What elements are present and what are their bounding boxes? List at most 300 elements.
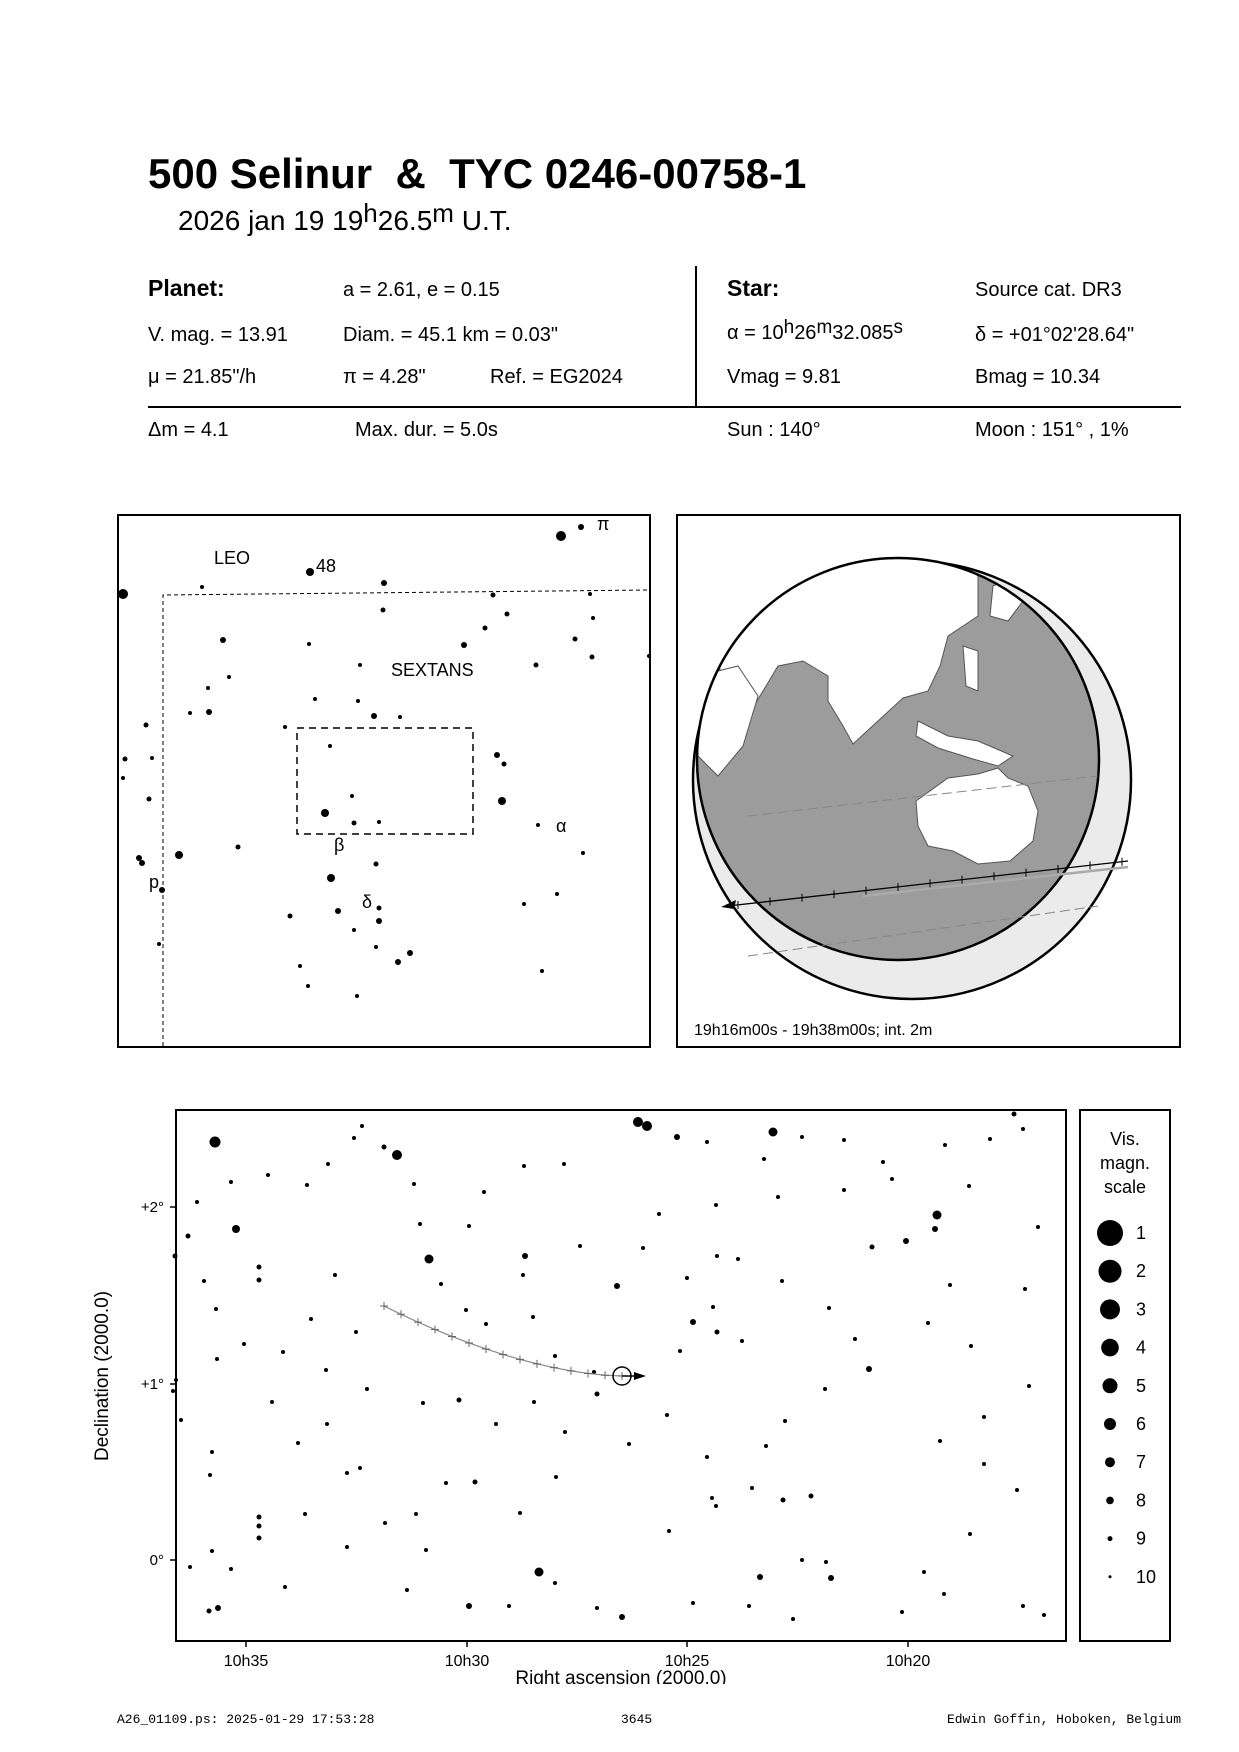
detail-star bbox=[210, 1137, 221, 1148]
finder-star bbox=[206, 686, 210, 690]
detail-star bbox=[714, 1203, 718, 1207]
scale-value: 6 bbox=[1136, 1414, 1147, 1434]
detail-star bbox=[179, 1418, 183, 1422]
finder-star bbox=[540, 969, 544, 973]
detail-star bbox=[614, 1283, 620, 1289]
planet-motion: μ = 21.85"/h bbox=[148, 366, 257, 388]
detail-star bbox=[922, 1570, 926, 1574]
detail-star bbox=[842, 1188, 846, 1192]
scale-value: 7 bbox=[1136, 1452, 1147, 1473]
finder-chart-canvas bbox=[119, 516, 649, 1046]
globe-panel bbox=[676, 514, 1181, 1048]
detail-star bbox=[943, 1143, 947, 1147]
detail-star bbox=[633, 1117, 643, 1127]
detail-star bbox=[303, 1512, 307, 1516]
detail-star bbox=[762, 1157, 766, 1161]
detail-star bbox=[641, 1246, 645, 1250]
finder-star bbox=[306, 568, 314, 576]
star-right-ascension: $\alpha = 10^h26^m32.085^s$ bbox=[727, 317, 903, 344]
detail-star bbox=[257, 1515, 262, 1520]
detail-stars bbox=[171, 1112, 1046, 1622]
detail-star bbox=[881, 1160, 885, 1164]
event-hour: 19 bbox=[332, 205, 364, 236]
detail-star bbox=[345, 1471, 349, 1475]
detail-star bbox=[842, 1138, 846, 1142]
scale-dot bbox=[1106, 1497, 1114, 1505]
finder-star bbox=[377, 820, 381, 824]
finder-star bbox=[374, 862, 379, 867]
detail-star bbox=[531, 1315, 535, 1319]
detail-star bbox=[210, 1450, 214, 1454]
detail-star bbox=[595, 1606, 599, 1610]
finder-star bbox=[588, 592, 592, 596]
y-axis-label: Declination (2000.0) bbox=[92, 1290, 113, 1462]
finder-star bbox=[307, 642, 311, 646]
label-pi: π bbox=[597, 516, 610, 534]
detail-star bbox=[715, 1330, 720, 1335]
finder-star bbox=[119, 589, 128, 599]
event-minute: 26.5 bbox=[377, 205, 433, 236]
detail-star bbox=[710, 1496, 714, 1500]
finder-star bbox=[150, 756, 154, 760]
detail-star bbox=[750, 1486, 754, 1490]
finder-star bbox=[573, 637, 578, 642]
detail-star bbox=[507, 1604, 511, 1608]
detail-star bbox=[467, 1224, 471, 1228]
y-tick-label: 0° bbox=[149, 1552, 164, 1569]
finder-star bbox=[483, 626, 488, 631]
detail-star bbox=[324, 1368, 328, 1372]
finder-chart bbox=[117, 514, 651, 1048]
detail-star bbox=[229, 1180, 233, 1184]
detail-star bbox=[382, 1145, 387, 1150]
scale-dot bbox=[1101, 1339, 1119, 1357]
track-time-tick bbox=[499, 1350, 507, 1358]
finder-star bbox=[328, 744, 332, 748]
detail-star bbox=[705, 1455, 709, 1459]
scale-value: 2 bbox=[1136, 1261, 1147, 1282]
detail-star bbox=[903, 1238, 909, 1244]
detail-star bbox=[1021, 1604, 1025, 1608]
constellation-boundary bbox=[163, 590, 649, 1046]
y-tick-label: +1° bbox=[140, 1376, 164, 1393]
y-tick-label: +2° bbox=[140, 1199, 164, 1216]
scale-value: 4 bbox=[1136, 1337, 1147, 1358]
finder-star bbox=[491, 593, 496, 598]
detail-star bbox=[466, 1603, 472, 1609]
detail-star bbox=[1036, 1225, 1040, 1229]
finder-star bbox=[381, 608, 386, 613]
detail-star bbox=[418, 1222, 422, 1226]
detail-star bbox=[968, 1532, 972, 1536]
planet-vmag: V. mag. = 13.91 bbox=[148, 324, 288, 346]
detail-star bbox=[257, 1278, 262, 1283]
detail-star bbox=[562, 1162, 566, 1166]
finder-star bbox=[121, 776, 125, 780]
star-declination: δ = +01°02'28.64" bbox=[975, 324, 1135, 346]
star-bmag: Bmag = 10.34 bbox=[975, 366, 1101, 388]
detail-star bbox=[383, 1521, 387, 1525]
finder-star bbox=[350, 794, 354, 798]
finder-star bbox=[374, 945, 378, 949]
finder-star bbox=[227, 675, 231, 679]
detail-star bbox=[982, 1462, 986, 1466]
detail-star bbox=[439, 1282, 443, 1286]
star-heading: Star: bbox=[727, 275, 780, 301]
detail-star bbox=[800, 1135, 804, 1139]
planet-orbit: a = 2.61, e = 0.15 bbox=[343, 279, 500, 301]
x-tick-label: 10h20 bbox=[885, 1653, 931, 1670]
footer-page: 3645 bbox=[621, 1712, 653, 1727]
track-time-tick bbox=[601, 1371, 609, 1379]
finder-star bbox=[335, 908, 341, 914]
finder-star bbox=[505, 612, 510, 617]
detail-star bbox=[791, 1617, 795, 1621]
detail-star bbox=[325, 1422, 329, 1426]
magnitude-drop: Δm = 4.1 bbox=[148, 419, 229, 441]
scale-value: 3 bbox=[1136, 1299, 1147, 1320]
asteroid-track bbox=[380, 1302, 636, 1380]
detail-star bbox=[522, 1253, 528, 1259]
detail-star bbox=[1042, 1613, 1046, 1617]
detail-star bbox=[715, 1254, 719, 1258]
track-time-tick bbox=[397, 1310, 405, 1318]
detail-star bbox=[473, 1480, 478, 1485]
detail-star bbox=[405, 1588, 409, 1592]
finder-star bbox=[494, 752, 500, 758]
detail-star bbox=[532, 1400, 536, 1404]
planet-reference: Ref. = EG2024 bbox=[490, 366, 623, 388]
finder-star bbox=[123, 757, 128, 762]
detail-star bbox=[711, 1305, 715, 1309]
detail-star bbox=[281, 1350, 285, 1354]
finder-star bbox=[555, 892, 559, 896]
detail-star bbox=[186, 1234, 191, 1239]
track-time-tick bbox=[584, 1369, 592, 1377]
finder-star bbox=[144, 723, 149, 728]
detail-star bbox=[776, 1195, 780, 1199]
finder-star bbox=[352, 821, 357, 826]
label-delta: δ bbox=[362, 892, 373, 912]
detail-star bbox=[215, 1605, 221, 1611]
x-tick-label: 10h25 bbox=[664, 1653, 710, 1670]
scale-dot bbox=[1108, 1536, 1113, 1541]
finder-star bbox=[355, 994, 359, 998]
detail-star bbox=[270, 1400, 274, 1404]
scale-title-line: Vis. bbox=[1110, 1129, 1140, 1149]
page-title: 500 Selinur & TYC 0246-00758-1 bbox=[148, 150, 807, 197]
detail-star bbox=[412, 1182, 416, 1186]
detail-star bbox=[757, 1574, 763, 1580]
globe-caption: 19h16m00s - 19h38m00s; int. 2m bbox=[694, 1022, 933, 1039]
finder-star bbox=[352, 928, 356, 932]
finder-star bbox=[398, 715, 402, 719]
detail-star bbox=[424, 1548, 428, 1552]
scale-dot bbox=[1099, 1260, 1122, 1283]
detail-star bbox=[257, 1536, 262, 1541]
planet-heading: Planet: bbox=[148, 275, 225, 301]
finder-star bbox=[313, 697, 317, 701]
scale-title-line: scale bbox=[1103, 1177, 1147, 1197]
detail-star bbox=[866, 1366, 872, 1372]
detail-star bbox=[257, 1524, 262, 1529]
detail-star bbox=[705, 1140, 709, 1144]
detail-star bbox=[392, 1150, 402, 1160]
x-tick-label: 10h30 bbox=[444, 1653, 490, 1670]
finder-star bbox=[522, 902, 526, 906]
detail-star bbox=[627, 1442, 631, 1446]
detail-star bbox=[494, 1422, 498, 1426]
sun-elongation: Sun : 140° bbox=[727, 419, 821, 441]
detail-star bbox=[1012, 1112, 1017, 1117]
track-time-tick bbox=[550, 1364, 558, 1372]
finder-star bbox=[556, 531, 566, 541]
finder-star bbox=[356, 699, 360, 703]
detail-star bbox=[619, 1614, 625, 1620]
detail-star bbox=[780, 1279, 784, 1283]
detail-star bbox=[242, 1342, 246, 1346]
detail-star bbox=[425, 1255, 434, 1264]
detail-star bbox=[232, 1225, 240, 1233]
detail-star bbox=[484, 1322, 488, 1326]
detail-star bbox=[1021, 1127, 1025, 1131]
detail-star bbox=[173, 1254, 178, 1259]
detail-star bbox=[195, 1200, 199, 1204]
finder-star bbox=[306, 984, 310, 988]
scale-dot bbox=[1103, 1378, 1118, 1393]
detail-star bbox=[853, 1337, 857, 1341]
detail-star bbox=[988, 1137, 992, 1141]
detail-star bbox=[714, 1504, 718, 1508]
event-timescale: U.T. bbox=[461, 205, 512, 236]
track-time-tick bbox=[465, 1339, 473, 1347]
detail-star bbox=[188, 1565, 192, 1569]
x-axis-ticks bbox=[224, 1641, 931, 1670]
track-time-tick bbox=[516, 1355, 524, 1363]
scale-value: 9 bbox=[1136, 1528, 1147, 1549]
detail-star bbox=[809, 1494, 814, 1499]
table-divider-horizontal bbox=[148, 406, 1181, 408]
detail-star bbox=[932, 1226, 938, 1232]
detail-star bbox=[518, 1511, 522, 1515]
detail-star bbox=[691, 1601, 695, 1605]
scale-value: 8 bbox=[1136, 1490, 1147, 1511]
detail-star bbox=[229, 1567, 233, 1571]
scale-dot bbox=[1097, 1220, 1123, 1246]
track-time-tick bbox=[482, 1345, 490, 1353]
detail-star bbox=[553, 1581, 557, 1585]
scale-dot bbox=[1100, 1299, 1120, 1319]
finder-star bbox=[298, 964, 302, 968]
finder-star bbox=[395, 959, 401, 965]
detail-star bbox=[421, 1401, 425, 1405]
detail-star bbox=[674, 1134, 680, 1140]
detail-star bbox=[827, 1306, 831, 1310]
detail-star bbox=[535, 1568, 544, 1577]
detail-star bbox=[521, 1273, 525, 1277]
detail-star bbox=[642, 1121, 652, 1131]
y-axis-ticks bbox=[141, 1199, 176, 1569]
detail-star bbox=[764, 1444, 768, 1448]
detail-star bbox=[736, 1257, 740, 1261]
scale-value: 1 bbox=[1136, 1223, 1147, 1243]
detail-star bbox=[360, 1124, 364, 1128]
scale-dot bbox=[1109, 1575, 1112, 1578]
detail-star bbox=[1023, 1287, 1027, 1291]
label-alpha: α bbox=[556, 816, 567, 836]
finder-star bbox=[220, 637, 226, 643]
detail-star bbox=[171, 1389, 175, 1393]
detail-star bbox=[823, 1387, 827, 1391]
detail-star bbox=[1015, 1488, 1019, 1492]
label-leo: LEO bbox=[214, 548, 251, 568]
finder-star bbox=[578, 524, 584, 530]
detail-star bbox=[414, 1512, 418, 1516]
footer-author: Edwin Goffin, Hoboken, Belgium bbox=[946, 1712, 1181, 1727]
detail-star bbox=[667, 1529, 671, 1533]
label-beta: β bbox=[334, 835, 345, 855]
detail-star bbox=[900, 1610, 904, 1614]
finder-star bbox=[502, 762, 507, 767]
track-time-tick bbox=[431, 1326, 439, 1334]
finder-star bbox=[157, 942, 161, 946]
detail-star bbox=[783, 1419, 787, 1423]
planet-diameter: Diam. = 45.1 km = 0.03" bbox=[343, 324, 558, 346]
detail-star bbox=[967, 1184, 971, 1188]
scale-title-line: magn. bbox=[1099, 1153, 1151, 1173]
finder-star bbox=[327, 874, 335, 882]
track-time-tick bbox=[380, 1302, 388, 1310]
finder-star bbox=[236, 845, 241, 850]
detail-star bbox=[926, 1321, 930, 1325]
track-line bbox=[384, 1306, 622, 1376]
event-datetime: 2026 jan 19 19$^h$26.5$^m$ U.T. bbox=[178, 198, 512, 236]
detail-chart-canvas bbox=[84, 1094, 1184, 1684]
detail-star bbox=[657, 1212, 661, 1216]
finder-star bbox=[534, 663, 539, 668]
detail-star bbox=[352, 1136, 356, 1140]
finder-star bbox=[590, 655, 595, 660]
detail-star bbox=[800, 1558, 804, 1562]
finder-star bbox=[175, 851, 183, 859]
magnitude-scale-entries bbox=[1097, 1220, 1156, 1587]
detail-star bbox=[174, 1378, 178, 1382]
detail-star bbox=[354, 1330, 358, 1334]
finder-star bbox=[188, 711, 192, 715]
detail-star bbox=[969, 1344, 973, 1348]
detail-star bbox=[678, 1349, 682, 1353]
finder-star bbox=[283, 725, 287, 729]
track-time-tick bbox=[533, 1360, 541, 1368]
detail-star bbox=[933, 1211, 942, 1220]
label-sextans: SEXTANS bbox=[391, 660, 474, 680]
max-duration: Max. dur. = 5.0s bbox=[355, 419, 498, 441]
finder-star bbox=[591, 616, 595, 620]
detail-star bbox=[595, 1392, 600, 1397]
detail-star bbox=[938, 1439, 942, 1443]
detail-chart-area bbox=[84, 1094, 1184, 1684]
detail-star bbox=[563, 1430, 567, 1434]
detail-star bbox=[828, 1575, 834, 1581]
track-time-tick bbox=[448, 1332, 456, 1340]
finder-star bbox=[371, 713, 377, 719]
finder-star bbox=[321, 809, 329, 817]
detail-star bbox=[215, 1357, 219, 1361]
finder-star bbox=[581, 851, 585, 855]
detail-star bbox=[208, 1473, 212, 1477]
detail-star bbox=[747, 1604, 751, 1608]
detail-star bbox=[333, 1273, 337, 1277]
finder-star bbox=[147, 797, 152, 802]
detail-star bbox=[578, 1244, 582, 1248]
finder-star bbox=[206, 709, 212, 715]
moon-elongation: Moon : 151° , 1% bbox=[975, 419, 1129, 441]
detail-star bbox=[207, 1609, 212, 1614]
scale-dot bbox=[1105, 1457, 1115, 1467]
detail-star bbox=[522, 1164, 526, 1168]
detail-star bbox=[257, 1265, 262, 1270]
detail-star bbox=[982, 1415, 986, 1419]
track-time-tick bbox=[414, 1318, 422, 1326]
detail-star bbox=[665, 1413, 669, 1417]
detail-star bbox=[554, 1475, 558, 1479]
track-time-tick bbox=[567, 1367, 575, 1375]
detail-star bbox=[202, 1279, 206, 1283]
detail-star bbox=[305, 1183, 309, 1187]
finder-star bbox=[377, 906, 382, 911]
detail-star bbox=[781, 1498, 786, 1503]
track-direction-arrow bbox=[634, 1372, 646, 1380]
x-tick-label: 10h35 bbox=[223, 1653, 269, 1670]
detail-star bbox=[948, 1283, 952, 1287]
detail-star bbox=[769, 1128, 778, 1137]
scale-value: 5 bbox=[1136, 1375, 1147, 1396]
detail-star bbox=[283, 1585, 287, 1589]
finder-star bbox=[461, 642, 467, 648]
detail-star bbox=[345, 1545, 349, 1549]
detail-field-rectangle bbox=[297, 728, 473, 834]
finder-star bbox=[376, 918, 382, 924]
detail-star bbox=[444, 1481, 448, 1485]
detail-star bbox=[214, 1307, 218, 1311]
detail-star bbox=[942, 1592, 946, 1596]
star-vmag: Vmag = 9.81 bbox=[727, 366, 841, 388]
footer-file: A26_01109.ps: 2025-01-29 17:53:28 bbox=[117, 1712, 375, 1727]
detail-star bbox=[266, 1173, 270, 1177]
star-source-catalog: Source cat. DR3 bbox=[975, 279, 1122, 301]
detail-star bbox=[870, 1245, 875, 1250]
finder-star bbox=[358, 663, 362, 667]
finder-star bbox=[159, 887, 165, 893]
finder-star bbox=[647, 654, 649, 658]
detail-star bbox=[365, 1387, 369, 1391]
label-p: p bbox=[149, 872, 160, 892]
detail-star bbox=[482, 1190, 486, 1194]
detail-star bbox=[210, 1549, 214, 1553]
finder-star bbox=[288, 914, 293, 919]
finder-star bbox=[536, 823, 540, 827]
finder-star bbox=[407, 950, 413, 956]
detail-star bbox=[685, 1276, 689, 1280]
label-48: 48 bbox=[316, 556, 337, 576]
x-axis-label: Right ascension (2000.0) bbox=[515, 1668, 727, 1684]
detail-star bbox=[309, 1317, 313, 1321]
finder-star bbox=[381, 580, 387, 586]
detail-star bbox=[1027, 1384, 1031, 1388]
finder-star bbox=[200, 585, 204, 589]
finder-star bbox=[139, 860, 145, 866]
detail-star bbox=[824, 1560, 828, 1564]
